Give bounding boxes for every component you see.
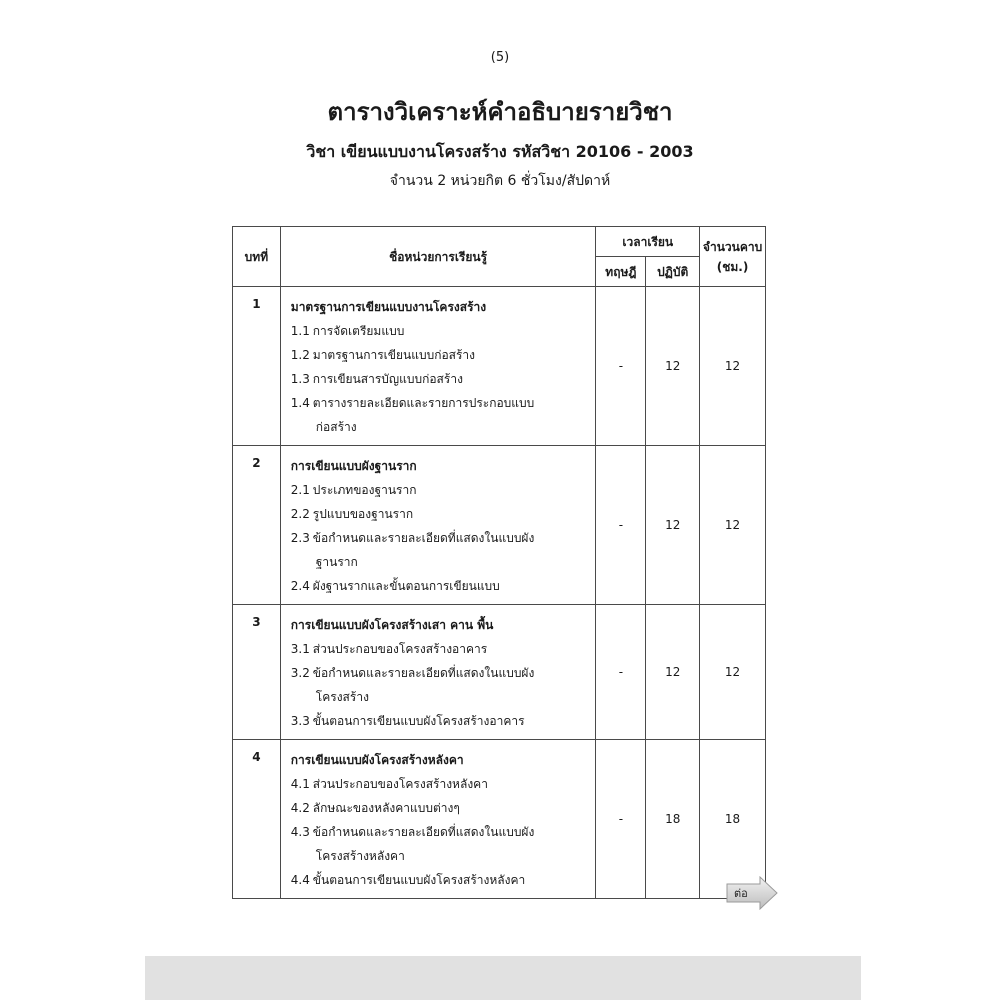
topic-item xyxy=(291,820,590,868)
topic-item xyxy=(291,319,590,343)
topic-text: ส่วนประกอบของโครงสร้างหลังคา xyxy=(312,777,488,791)
topic-text: การจัดเตรียมแบบ xyxy=(312,324,405,338)
topic-item xyxy=(291,772,590,796)
header-periods-line1: จำนวนคาบ xyxy=(702,239,763,254)
topic-number: 4.2 xyxy=(290,801,310,815)
header-periods xyxy=(700,227,766,287)
unit-cell xyxy=(280,446,596,605)
topic-number: 4.3 xyxy=(290,825,310,839)
page-number: (5) xyxy=(490,50,510,65)
topic-number: 4.1 xyxy=(290,777,310,791)
unit-title: มาตรฐานการเขียนแบบงานโครงสร้าง xyxy=(290,300,487,314)
topic-item xyxy=(291,526,590,574)
page-title: ตารางวิเคราะห์คำอธิบายรายวิชา xyxy=(327,98,673,126)
topic-number: 2.1 xyxy=(290,483,310,497)
topic-number: 2.4 xyxy=(290,579,310,593)
unit-cell xyxy=(280,605,596,740)
table-body xyxy=(233,287,766,899)
topic-item xyxy=(291,343,590,367)
chapter-number: 1 xyxy=(233,287,281,446)
topic-item xyxy=(291,367,590,391)
topic-text: ส่วนประกอบของโครงสร้างอาคาร xyxy=(312,642,488,656)
practice-hours: 12 xyxy=(646,287,700,446)
subject-line: วิชา เขียนแบบงานโครงสร้าง รหัสวิชา 20106 - 2003 xyxy=(306,142,694,161)
period-hours: 12 xyxy=(700,446,766,605)
practice-hours: 18 xyxy=(646,740,700,899)
chapter-number: 4 xyxy=(233,740,281,899)
table-row xyxy=(233,446,766,605)
credit-line: จำนวน 2 หน่วยกิต 6 ชั่วโมง/สัปดาห์ xyxy=(389,173,611,189)
table-row xyxy=(233,287,766,446)
topic-text: ข้อกำหนดและรายละเอียดที่แสดงในแบบผัง xyxy=(312,666,535,680)
topic-item xyxy=(291,502,590,526)
topic-number: 1.3 xyxy=(290,372,310,386)
theory-hours: - xyxy=(596,740,646,899)
theory-hours: - xyxy=(596,287,646,446)
topic-number: 3.3 xyxy=(290,714,310,728)
header-unit-name: ชื่อหน่วยการเรียนรู้ xyxy=(280,227,596,287)
footer-band xyxy=(145,956,861,1000)
topic-text: การเขียนสารบัญแบบก่อสร้าง xyxy=(312,372,463,386)
table-row xyxy=(233,740,766,899)
header-study-time: เวลาเรียน xyxy=(596,227,700,257)
topic-text: ฐานราก xyxy=(315,555,358,569)
topic-text: ข้อกำหนดและรายละเอียดที่แสดงในแบบผัง xyxy=(312,531,535,545)
topic-text: ตารางรายละเอียดและรายการประกอบแบบ xyxy=(312,396,535,410)
continue-label[interactable]: ต่อ xyxy=(734,887,748,900)
theory-hours: - xyxy=(596,605,646,740)
topic-text: ขั้นตอนการเขียนแบบผังโครงสร้างอาคาร xyxy=(312,714,525,728)
topic-number: 1.4 xyxy=(290,396,310,410)
header-periods-line2: (ชม.) xyxy=(716,259,749,274)
topic-item xyxy=(291,478,590,502)
practice-hours: 12 xyxy=(646,446,700,605)
topic-item xyxy=(291,709,590,733)
topic-text: รูปแบบของฐานราก xyxy=(312,507,414,521)
course-analysis-table xyxy=(232,226,766,899)
topic-number: 1.1 xyxy=(290,324,310,338)
topic-text: ประเภทของฐานราก xyxy=(312,483,417,497)
unit-cell xyxy=(280,740,596,899)
practice-hours: 12 xyxy=(646,605,700,740)
topic-text: ข้อกำหนดและรายละเอียดที่แสดงในแบบผัง xyxy=(312,825,535,839)
table-row xyxy=(233,605,766,740)
period-hours: 12 xyxy=(700,287,766,446)
topic-number: 1.2 xyxy=(290,348,310,362)
topic-number: 3.1 xyxy=(290,642,310,656)
topic-text: โครงสร้าง xyxy=(315,690,369,704)
topic-text: มาตรฐานการเขียนแบบก่อสร้าง xyxy=(312,348,476,362)
header-practice: ปฏิบัติ xyxy=(646,257,700,287)
topic-item xyxy=(291,637,590,661)
topic-number: 3.2 xyxy=(290,666,310,680)
topic-item xyxy=(291,796,590,820)
topic-text: ก่อสร้าง xyxy=(315,420,357,434)
topic-number: 2.3 xyxy=(290,531,310,545)
topic-text: โครงสร้างหลังคา xyxy=(315,849,405,863)
unit-cell xyxy=(280,287,596,446)
topic-item xyxy=(291,661,590,709)
topic-item xyxy=(291,391,590,439)
unit-title: การเขียนแบบผังโครงสร้างเสา คาน พื้น xyxy=(290,618,494,632)
topic-number: 4.4 xyxy=(290,873,310,887)
chapter-number: 3 xyxy=(233,605,281,740)
topic-text: ผังฐานรากและขั้นตอนการเขียนแบบ xyxy=(312,579,500,593)
period-hours: 12 xyxy=(700,605,766,740)
topic-number: 2.2 xyxy=(290,507,310,521)
topic-text: ลักษณะของหลังคาแบบต่างๆ xyxy=(312,801,460,815)
header-theory: ทฤษฎี xyxy=(596,257,646,287)
header-chapter: บทที่ xyxy=(233,227,281,287)
theory-hours: - xyxy=(596,446,646,605)
unit-title: การเขียนแบบผังฐานราก xyxy=(290,459,417,473)
period-hours: 18 xyxy=(700,740,766,899)
topic-item xyxy=(291,868,590,892)
unit-title: การเขียนแบบผังโครงสร้างหลังคา xyxy=(290,753,464,767)
chapter-number: 2 xyxy=(233,446,281,605)
topic-text: ขั้นตอนการเขียนแบบผังโครงสร้างหลังคา xyxy=(312,873,526,887)
topic-item xyxy=(291,574,590,598)
